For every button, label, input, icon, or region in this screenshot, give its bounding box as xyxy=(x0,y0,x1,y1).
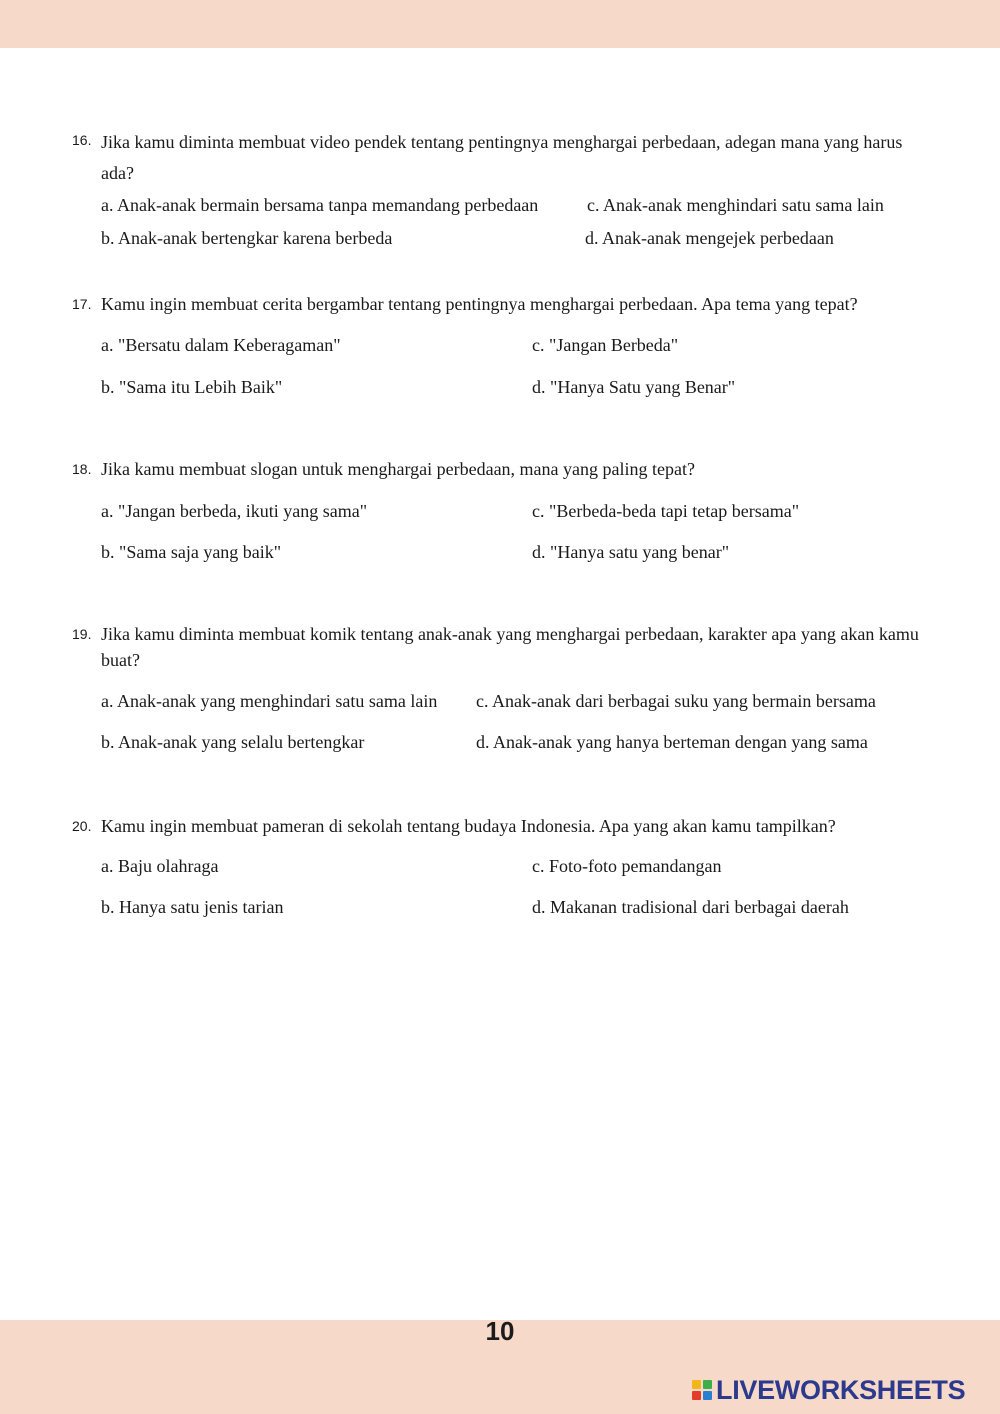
question-text: Jika kamu membuat slogan untuk menghargai perbedaan, mana yang paling tepat? xyxy=(101,459,695,479)
option-c[interactable]: c. "Berbeda-beda tapi tetap bersama" xyxy=(532,501,800,521)
option-b[interactable]: b. Hanya satu jenis tarian xyxy=(101,897,284,917)
option-a[interactable]: a. "Bersatu dalam Keberagaman" xyxy=(101,335,341,355)
logo-square xyxy=(703,1391,712,1400)
option-d[interactable]: d. "Hanya Satu yang Benar" xyxy=(532,377,736,397)
option-c[interactable]: c. Anak-anak dari berbagai suku yang bermain bersama xyxy=(476,691,876,711)
liveworksheets-logo[interactable] xyxy=(692,1373,965,1407)
question-16 xyxy=(72,127,942,189)
question-text: Jika kamu diminta membuat komik tentang anak-anak yang menghargai perbedaan, karakter apa yang akan kamu buat? xyxy=(101,624,919,670)
question-text: Kamu ingin membuat pameran di sekolah tentang budaya Indonesia. Apa yang akan kamu tampilkan? xyxy=(101,816,836,836)
question-20 xyxy=(72,813,942,840)
option-c[interactable]: c. Anak-anak menghindari satu sama lain xyxy=(587,195,884,215)
option-a[interactable]: a. Anak-anak bermain bersama tanpa memandang perbedaan xyxy=(101,195,539,215)
option-d[interactable]: d. Makanan tradisional dari berbagai daerah xyxy=(532,897,849,917)
question-19 xyxy=(72,621,952,673)
question-text: Kamu ingin membuat cerita bergambar tentang pentingnya menghargai perbedaan. Apa tema yang tepat? xyxy=(101,294,858,314)
logo-square xyxy=(692,1380,701,1389)
logo-text: LIVEWORKSHEETS xyxy=(716,1374,966,1405)
page-number: 10 xyxy=(485,1316,515,1346)
option-b[interactable]: b. "Sama itu Lebih Baik" xyxy=(101,377,283,397)
option-d[interactable]: d. Anak-anak yang hanya berteman dengan yang sama xyxy=(476,732,868,752)
question-number: 19. xyxy=(72,626,92,642)
question-number: 16. xyxy=(72,132,92,148)
question-number: 17. xyxy=(72,296,92,312)
option-a[interactable]: a. Baju olahraga xyxy=(101,856,219,876)
question-text: Jika kamu diminta membuat video pendek tentang pentingnya menghargai perbedaan, adegan mana yang harus ada? xyxy=(101,132,903,183)
option-b[interactable]: b. "Sama saja yang baik" xyxy=(101,542,282,562)
question-17 xyxy=(72,291,942,318)
logo-square xyxy=(703,1380,712,1389)
option-d[interactable]: d. Anak-anak mengejek perbedaan xyxy=(585,228,834,248)
option-c[interactable]: c. Foto-foto pemandangan xyxy=(532,856,722,876)
question-number: 20. xyxy=(72,818,92,834)
question-number: 18. xyxy=(72,461,92,477)
top-banner xyxy=(0,0,1000,48)
option-c[interactable]: c. "Jangan Berbeda" xyxy=(532,335,679,355)
option-b[interactable]: b. Anak-anak bertengkar karena berbeda xyxy=(101,228,393,248)
question-18 xyxy=(72,456,942,483)
liveworksheets-logo-icon xyxy=(692,1380,712,1400)
option-a[interactable]: a. "Jangan berbeda, ikuti yang sama" xyxy=(101,501,368,521)
option-d[interactable]: d. "Hanya satu yang benar" xyxy=(532,542,730,562)
option-a[interactable]: a. Anak-anak yang menghindari satu sama lain xyxy=(101,691,438,711)
option-b[interactable]: b. Anak-anak yang selalu bertengkar xyxy=(101,732,365,752)
logo-square xyxy=(692,1391,701,1400)
